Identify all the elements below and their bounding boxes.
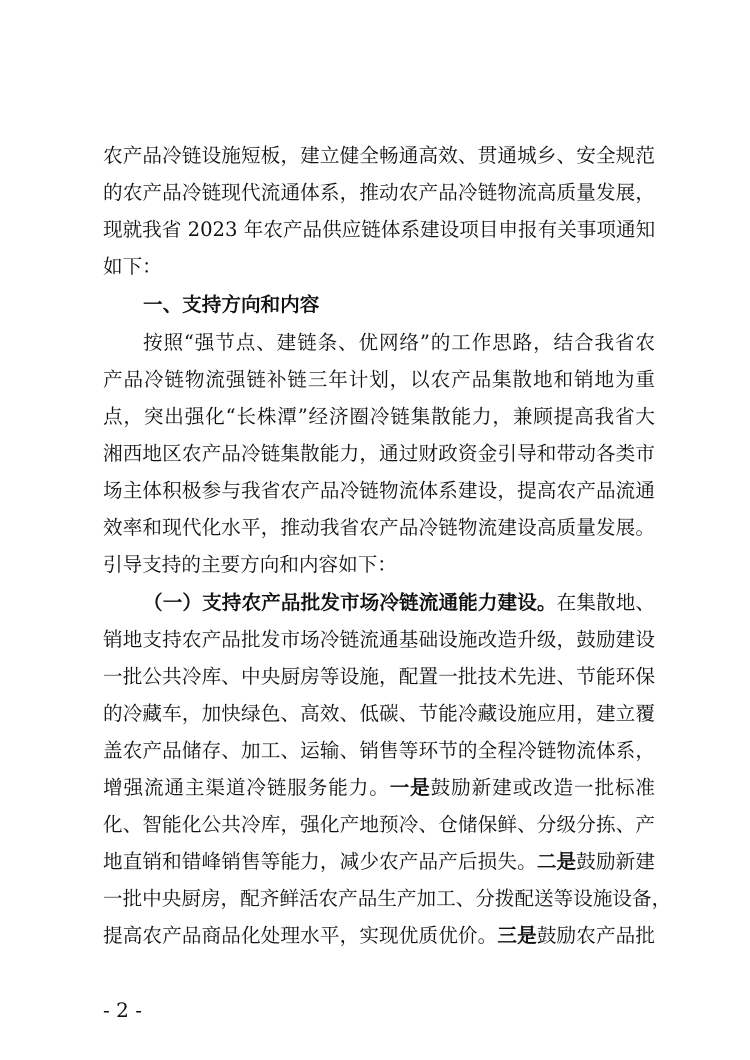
text-line: 引导支持的主要方向和内容如下： xyxy=(103,553,397,576)
bold-marker: 一是 xyxy=(389,776,431,799)
section-heading: 一、支持方向和内容 xyxy=(143,293,320,316)
text-line: 产品冷链物流强链补链三年计划，以农产品集散地和销地为重 xyxy=(103,368,655,391)
text-span: 鼓励新建 xyxy=(576,850,655,873)
item-one-title-line xyxy=(143,590,655,616)
text-line: 场主体积极参与我省农产品冷链物流体系建设，提高农产品流通 xyxy=(103,479,655,502)
text-line xyxy=(103,775,655,801)
bold-marker: 三是 xyxy=(497,924,537,947)
page-number: - 2 - xyxy=(103,998,142,1022)
text-span: 地直销和错峰销售等能力，减少农产品产后损失。 xyxy=(103,850,537,873)
text-line: 一批中央厨房，配齐鲜活农产品生产加工、分拨配送等设施设备， xyxy=(103,887,672,910)
text-span: 鼓励新建或改造一批标准 xyxy=(430,776,656,799)
text-span: 提高农产品商品化处理水平，实现优质优价。 xyxy=(103,924,498,947)
text-line: 一批公共冷库、中央厨房等设施，配置一批技术先进、节能环保 xyxy=(103,665,655,688)
text-line: 按照“强节点、建链条、优网络”的工作思路，结合我省农 xyxy=(143,331,655,354)
text-line: 如下： xyxy=(103,255,162,278)
bold-marker: 二是 xyxy=(536,850,577,873)
text-span: 鼓励农产品批 xyxy=(536,924,655,947)
item-one-text: 在集散地、 xyxy=(556,591,656,614)
text-line: 盖农产品储存、加工、运输、销售等环节的全程冷链物流体系， xyxy=(103,739,655,762)
text-line: 农产品冷链设施短板，建立健全畅通高效、贯通城乡、安全规范 xyxy=(103,144,655,167)
text-line xyxy=(103,849,655,875)
text-line: 的冷藏车，加快绿色、高效、低碳、节能冷藏设施应用，建立覆 xyxy=(103,702,655,725)
text-line: 湘西地区农产品冷链集散能力，通过财政资金引导和带动各类市 xyxy=(103,442,655,465)
text-line: 的农产品冷链现代流通体系，推动农产品冷链物流高质量发展， xyxy=(103,181,655,204)
text-line: 效率和现代化水平，推动我省农产品冷链物流建设高质量发展。 xyxy=(103,516,655,539)
text-line: 现就我省 2023 年农产品供应链体系建设项目申报有关事项通知 xyxy=(103,218,656,241)
item-one-title: （一）支持农产品批发市场冷链流通能力建设。 xyxy=(143,591,557,614)
text-span: 增强流通主渠道冷链服务能力。 xyxy=(103,776,390,799)
text-line: 化、智能化公共冷库，强化产地预冷、仓储保鲜、分级分拣、产 xyxy=(103,813,655,836)
text-line xyxy=(103,923,655,949)
text-line: 点，突出强化“长株潭”经济圈冷链集散能力，兼顾提高我省大 xyxy=(103,405,655,428)
text-line: 销地支持农产品批发市场冷链流通基础设施改造升级，鼓励建设 xyxy=(103,628,655,651)
